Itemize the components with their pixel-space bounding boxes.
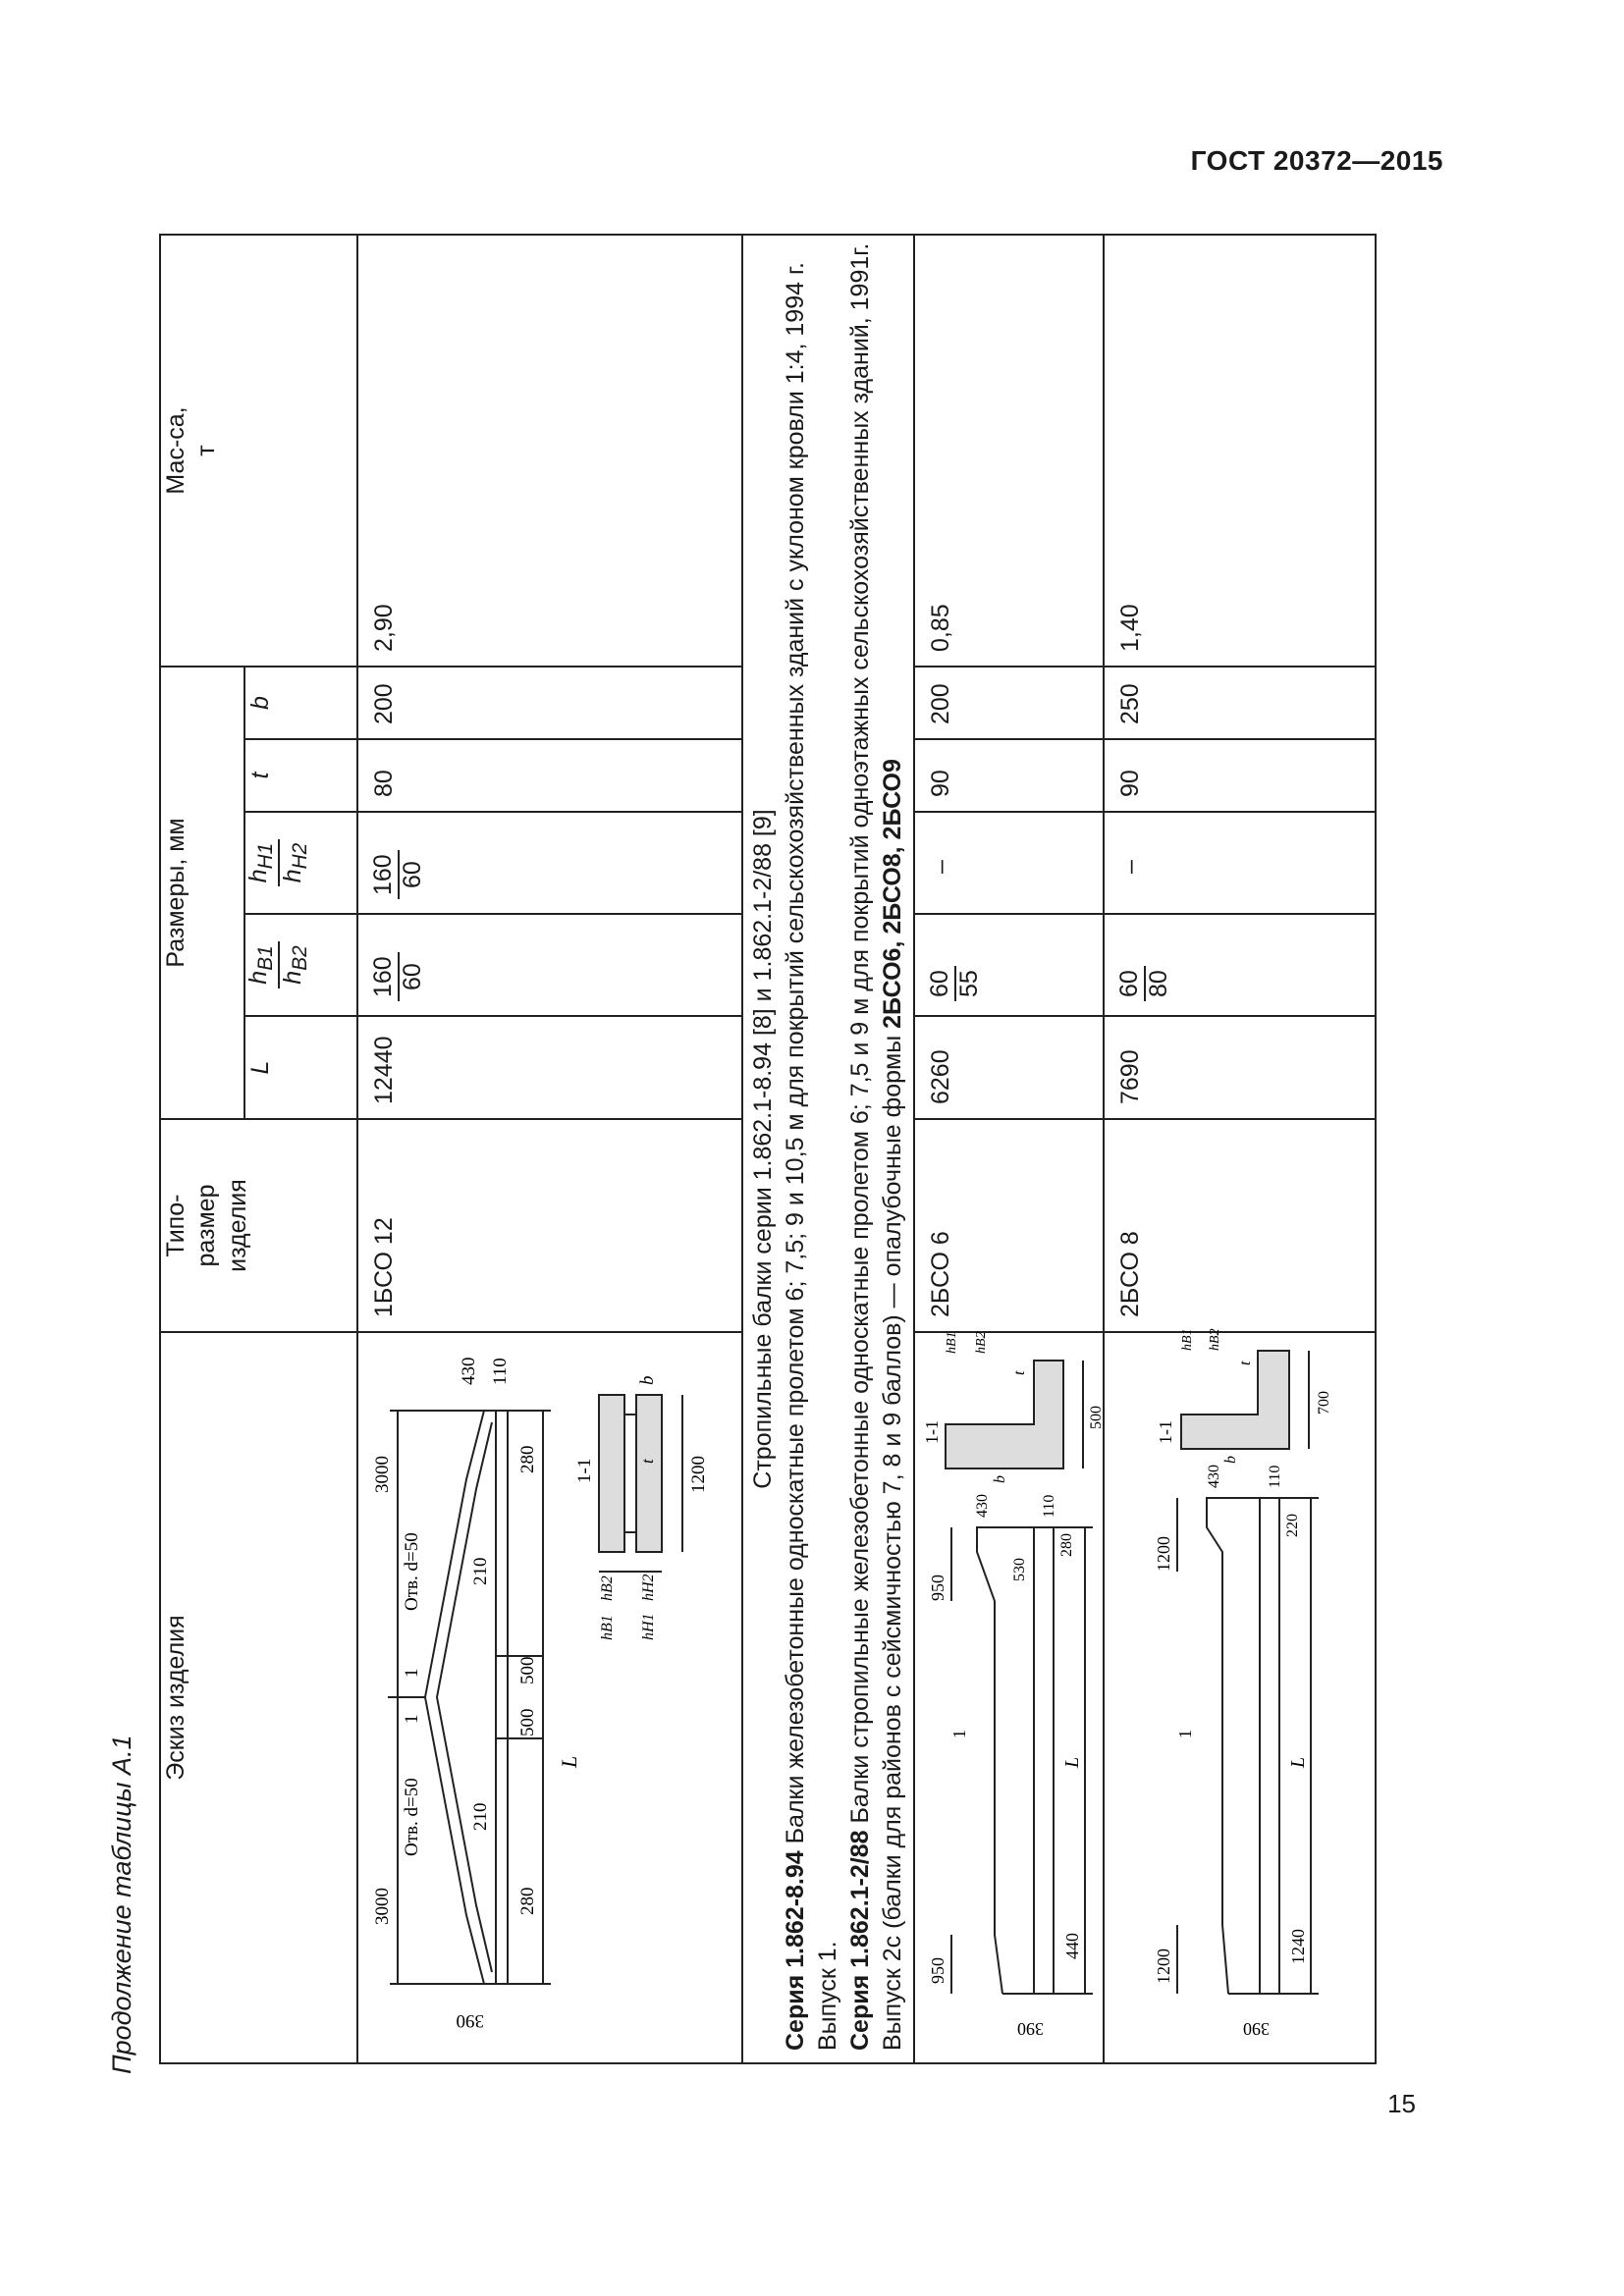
dim-950b: 950: [927, 1575, 947, 1601]
type-size: 1БСО 12: [370, 1217, 398, 1317]
header-b: b: [244, 667, 357, 739]
section-label: 1-1: [1155, 1420, 1175, 1444]
header-t: t: [244, 739, 357, 812]
dim-1200a: 1200: [1153, 1949, 1173, 1984]
width: 200: [370, 683, 398, 724]
dim-110: 110: [490, 1358, 511, 1385]
table-row: [1104, 235, 1376, 2063]
hB-fraction: 60 55: [927, 966, 983, 1001]
beam-drawing-3: [1142, 1328, 1338, 2062]
dim-hB2: hB2: [599, 1575, 616, 1601]
type-size: 2БСО 6: [927, 1231, 954, 1317]
header-sketch: Эскиз изделия: [160, 1332, 357, 2063]
series-1-issue: Выпуск 1.: [814, 1941, 841, 2051]
dim-430: 430: [1205, 1465, 1222, 1488]
dim-hH1: hH1: [640, 1613, 657, 1640]
dim-hB2: hB2: [973, 1331, 989, 1354]
sketch-2bso6: [914, 1332, 1104, 2063]
beam-drawing-1: [358, 1331, 741, 2062]
standard-number: ГОСТ 20372—2015: [1190, 145, 1443, 176]
dim-b: b: [991, 1475, 1008, 1483]
header-type-size: Типо-размер изделия: [160, 1119, 357, 1332]
hB-fraction: 160 60: [370, 952, 426, 1001]
dim-1240: 1240: [1287, 1929, 1308, 1964]
header-hB: $h_{B1}$ $h_{B2}$: [244, 914, 357, 1016]
header-L: L: [244, 1016, 357, 1119]
thickness: 90: [1116, 770, 1144, 797]
dim-210b: 210: [470, 1557, 491, 1585]
series-1: Серия 1.862-8.94 Балки железобетонные односкатные пролетом 6; 7,5; 9 и 10,5 м для покрытий сельскохозяйственных зданий с уклоном кровли 1:4, 1994 г.: [782, 262, 809, 2051]
thickness: 80: [370, 770, 398, 797]
dim-L: L: [1060, 1756, 1083, 1768]
mass: 2,90: [370, 604, 398, 652]
cut-mark: 1: [1174, 1730, 1195, 1738]
dim-3000a: 3000: [372, 1888, 393, 1925]
beam-table: [159, 234, 1377, 2064]
header-hH: $h_{H1}$ $h_{H2}$: [244, 812, 357, 914]
width: 200: [927, 683, 954, 724]
dim-b: b: [1221, 1456, 1239, 1464]
series-2: Серия 1.862.1-2/88 Балки стропильные железобетонные односкатные пролетом 6; 7,5 и 9 м для покрытий одноэтажных сельскохозяйственных зданий, 1991г.: [846, 242, 874, 2051]
sketch-1bso12: [357, 1332, 742, 2063]
page-number: 15: [1387, 2089, 1416, 2118]
length: 6260: [927, 1049, 954, 1104]
section-label: 1-1: [574, 1458, 595, 1483]
dim-210a: 210: [470, 1802, 491, 1831]
dim-hH2: hH2: [640, 1574, 657, 1601]
series-title: Стропильные балки серии 1.862.1-8.94 [8] и 1.862.1-2/88 [9]: [749, 809, 777, 1489]
width: 250: [1116, 683, 1144, 724]
dim-t: t: [1236, 1361, 1254, 1365]
dim-3000b: 3000: [372, 1456, 393, 1493]
hH-value: –: [1116, 860, 1144, 874]
dim-110: 110: [1266, 1465, 1283, 1488]
dim-500: 500: [1087, 1406, 1105, 1429]
hB-fraction: 60 80: [1116, 966, 1172, 1001]
hole-a: Отв. d=50: [402, 1778, 422, 1856]
dim-390: 390: [456, 2010, 484, 2031]
dim-950a: 950: [927, 1957, 947, 1984]
dim-L: L: [557, 1755, 581, 1768]
dim-280b: 280: [517, 1445, 538, 1473]
dim-390: 390: [1016, 2019, 1044, 2039]
dim-t: t: [1010, 1370, 1028, 1375]
header-mass: Мас-са, т: [160, 235, 357, 667]
dim-280: 280: [1057, 1533, 1075, 1557]
header-row-1: [160, 235, 244, 2063]
dim-500b: 500: [517, 1656, 538, 1684]
type-size: 2БСО 8: [1116, 1231, 1144, 1317]
hH-fraction: 160 60: [370, 850, 426, 899]
beam-drawing-2: [916, 1331, 1103, 2062]
section-label: 1-1: [921, 1420, 942, 1444]
table-continuation-caption: Продолжение таблицы А.1: [107, 1735, 136, 2074]
length: 7690: [1116, 1049, 1144, 1104]
length: 12440: [370, 1036, 398, 1104]
series-2-issue: Выпуск 2с (балки для районов с сейсмичностью 7, 8 и 9 баллов) — опалубочные формы 2БСО6, 2БСО8, 2БСО9: [879, 759, 906, 2051]
dim-hB2: hB2: [1207, 1328, 1222, 1351]
dim-hB1: hB1: [1179, 1328, 1195, 1351]
dim-L: L: [1286, 1756, 1309, 1768]
dim-hB1: hB1: [599, 1615, 616, 1640]
mass: 1,40: [1116, 604, 1144, 652]
dim-430: 430: [459, 1357, 479, 1385]
dim-hB1: hB1: [944, 1331, 959, 1354]
dim-440: 440: [1061, 1933, 1082, 1959]
dim-280a: 280: [517, 1887, 538, 1915]
dim-110: 110: [1040, 1494, 1057, 1518]
hole-b: Отв. d=50: [402, 1532, 422, 1611]
mass: 0,85: [927, 604, 954, 652]
dim-t: t: [638, 1459, 657, 1464]
header-dimensions: Размеры, мм: [160, 667, 244, 1119]
cut-mark-a: 1: [402, 1714, 422, 1724]
dim-700: 700: [1315, 1391, 1332, 1415]
dim-b: b: [637, 1375, 658, 1385]
rotated-table-wrapper: [159, 236, 1377, 2064]
table-row: [914, 235, 1104, 2063]
thickness: 90: [927, 770, 954, 797]
dim-430: 430: [973, 1494, 991, 1518]
dim-1200b: 1200: [1153, 1536, 1173, 1572]
section-row: [742, 235, 914, 2063]
dim-1200: 1200: [688, 1456, 709, 1493]
table-row: [357, 235, 742, 2063]
sketch-2bso8: [1104, 1328, 1376, 2063]
series-description: [742, 235, 914, 2063]
cut-mark-b: 1: [402, 1668, 422, 1678]
dim-500a: 500: [517, 1708, 538, 1736]
dim-220: 220: [1283, 1514, 1301, 1537]
hH-value: –: [927, 860, 954, 874]
cut-mark: 1: [948, 1730, 969, 1738]
dim-530: 530: [1010, 1558, 1028, 1581]
dim-390: 390: [1242, 2019, 1270, 2039]
